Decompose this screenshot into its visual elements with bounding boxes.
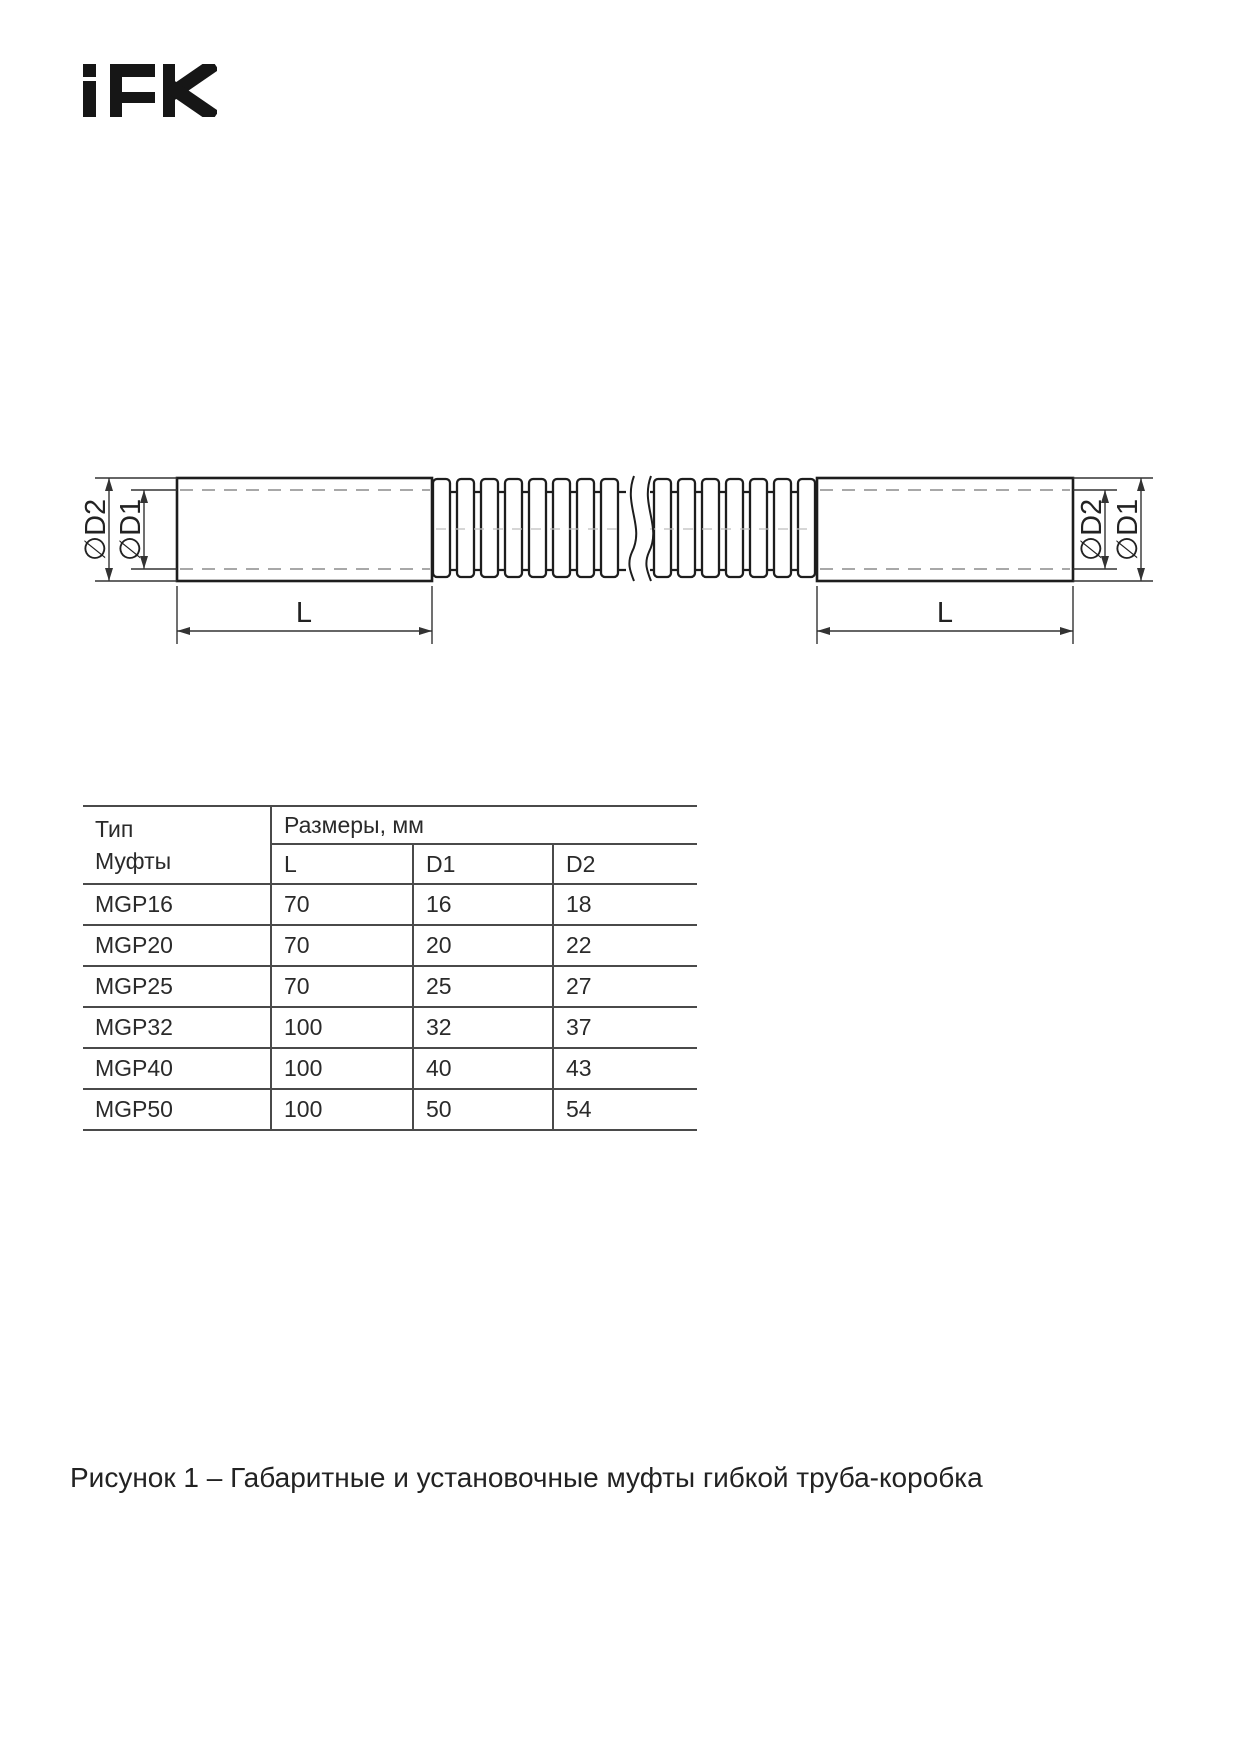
- table-cell-d1: 40: [413, 1048, 553, 1089]
- table-cell-l: 70: [271, 966, 413, 1007]
- left-length-dimension: [177, 586, 432, 644]
- dimensions-table: [83, 805, 697, 1131]
- table-cell-type: MGP32: [83, 1007, 271, 1048]
- table-cell-l: 100: [271, 1007, 413, 1048]
- table-cell-type: MGP20: [83, 925, 271, 966]
- left-d2-label: ∅D2: [80, 498, 112, 562]
- table-header-type-line1: Тип: [95, 816, 134, 842]
- table-row: [83, 925, 697, 966]
- table-cell-l: 70: [271, 925, 413, 966]
- table-cell-type: MGP50: [83, 1089, 271, 1130]
- right-d2-label: ∅D2: [1076, 498, 1108, 562]
- table-header-type-line2: Муфты: [95, 848, 172, 874]
- table-row: [83, 884, 697, 925]
- table-header-d2: D2: [553, 844, 697, 884]
- table-header-sizes: Размеры, мм: [271, 806, 697, 844]
- table-header-l: L: [271, 844, 413, 884]
- table-header-type: [83, 806, 271, 884]
- table-row: [83, 1007, 697, 1048]
- table-cell-d2: 22: [553, 925, 697, 966]
- table-header-d1: D1: [413, 844, 553, 884]
- table-cell-d2: 27: [553, 966, 697, 1007]
- table-row: [83, 966, 697, 1007]
- table-cell-d1: 25: [413, 966, 553, 1007]
- table-cell-d1: 16: [413, 884, 553, 925]
- right-length-label: L: [936, 597, 954, 629]
- table-cell-l: 100: [271, 1048, 413, 1089]
- right-diameter-dimensions: [1073, 478, 1153, 581]
- figure-caption: Рисунок 1 – Габаритные и установочные муфты гибкой труба-коробка: [70, 1462, 983, 1493]
- right-sleeve: [817, 478, 1073, 581]
- right-length-dimension: [817, 586, 1073, 644]
- corrugated-tube: [432, 468, 817, 586]
- left-length-label: L: [295, 597, 313, 629]
- table-cell-d2: 37: [553, 1007, 697, 1048]
- left-sleeve: [177, 478, 432, 581]
- table-cell-d1: 50: [413, 1089, 553, 1130]
- coupling-drawing: [60, 450, 1180, 670]
- table-row: [83, 1089, 697, 1130]
- left-d1-label: ∅D1: [115, 498, 147, 562]
- table-cell-type: MGP16: [83, 884, 271, 925]
- right-d1-label: ∅D1: [1112, 498, 1144, 562]
- table-cell-type: MGP25: [83, 966, 271, 1007]
- table-cell-l: 70: [271, 884, 413, 925]
- iek-logo: [83, 64, 217, 117]
- table-cell-d2: 54: [553, 1089, 697, 1130]
- table-cell-d1: 20: [413, 925, 553, 966]
- table-cell-type: MGP40: [83, 1048, 271, 1089]
- table-cell-l: 100: [271, 1089, 413, 1130]
- table-cell-d1: 32: [413, 1007, 553, 1048]
- table-row: [83, 1048, 697, 1089]
- table-cell-d2: 43: [553, 1048, 697, 1089]
- table-cell-d2: 18: [553, 884, 697, 925]
- left-diameter-dimensions: [80, 478, 177, 581]
